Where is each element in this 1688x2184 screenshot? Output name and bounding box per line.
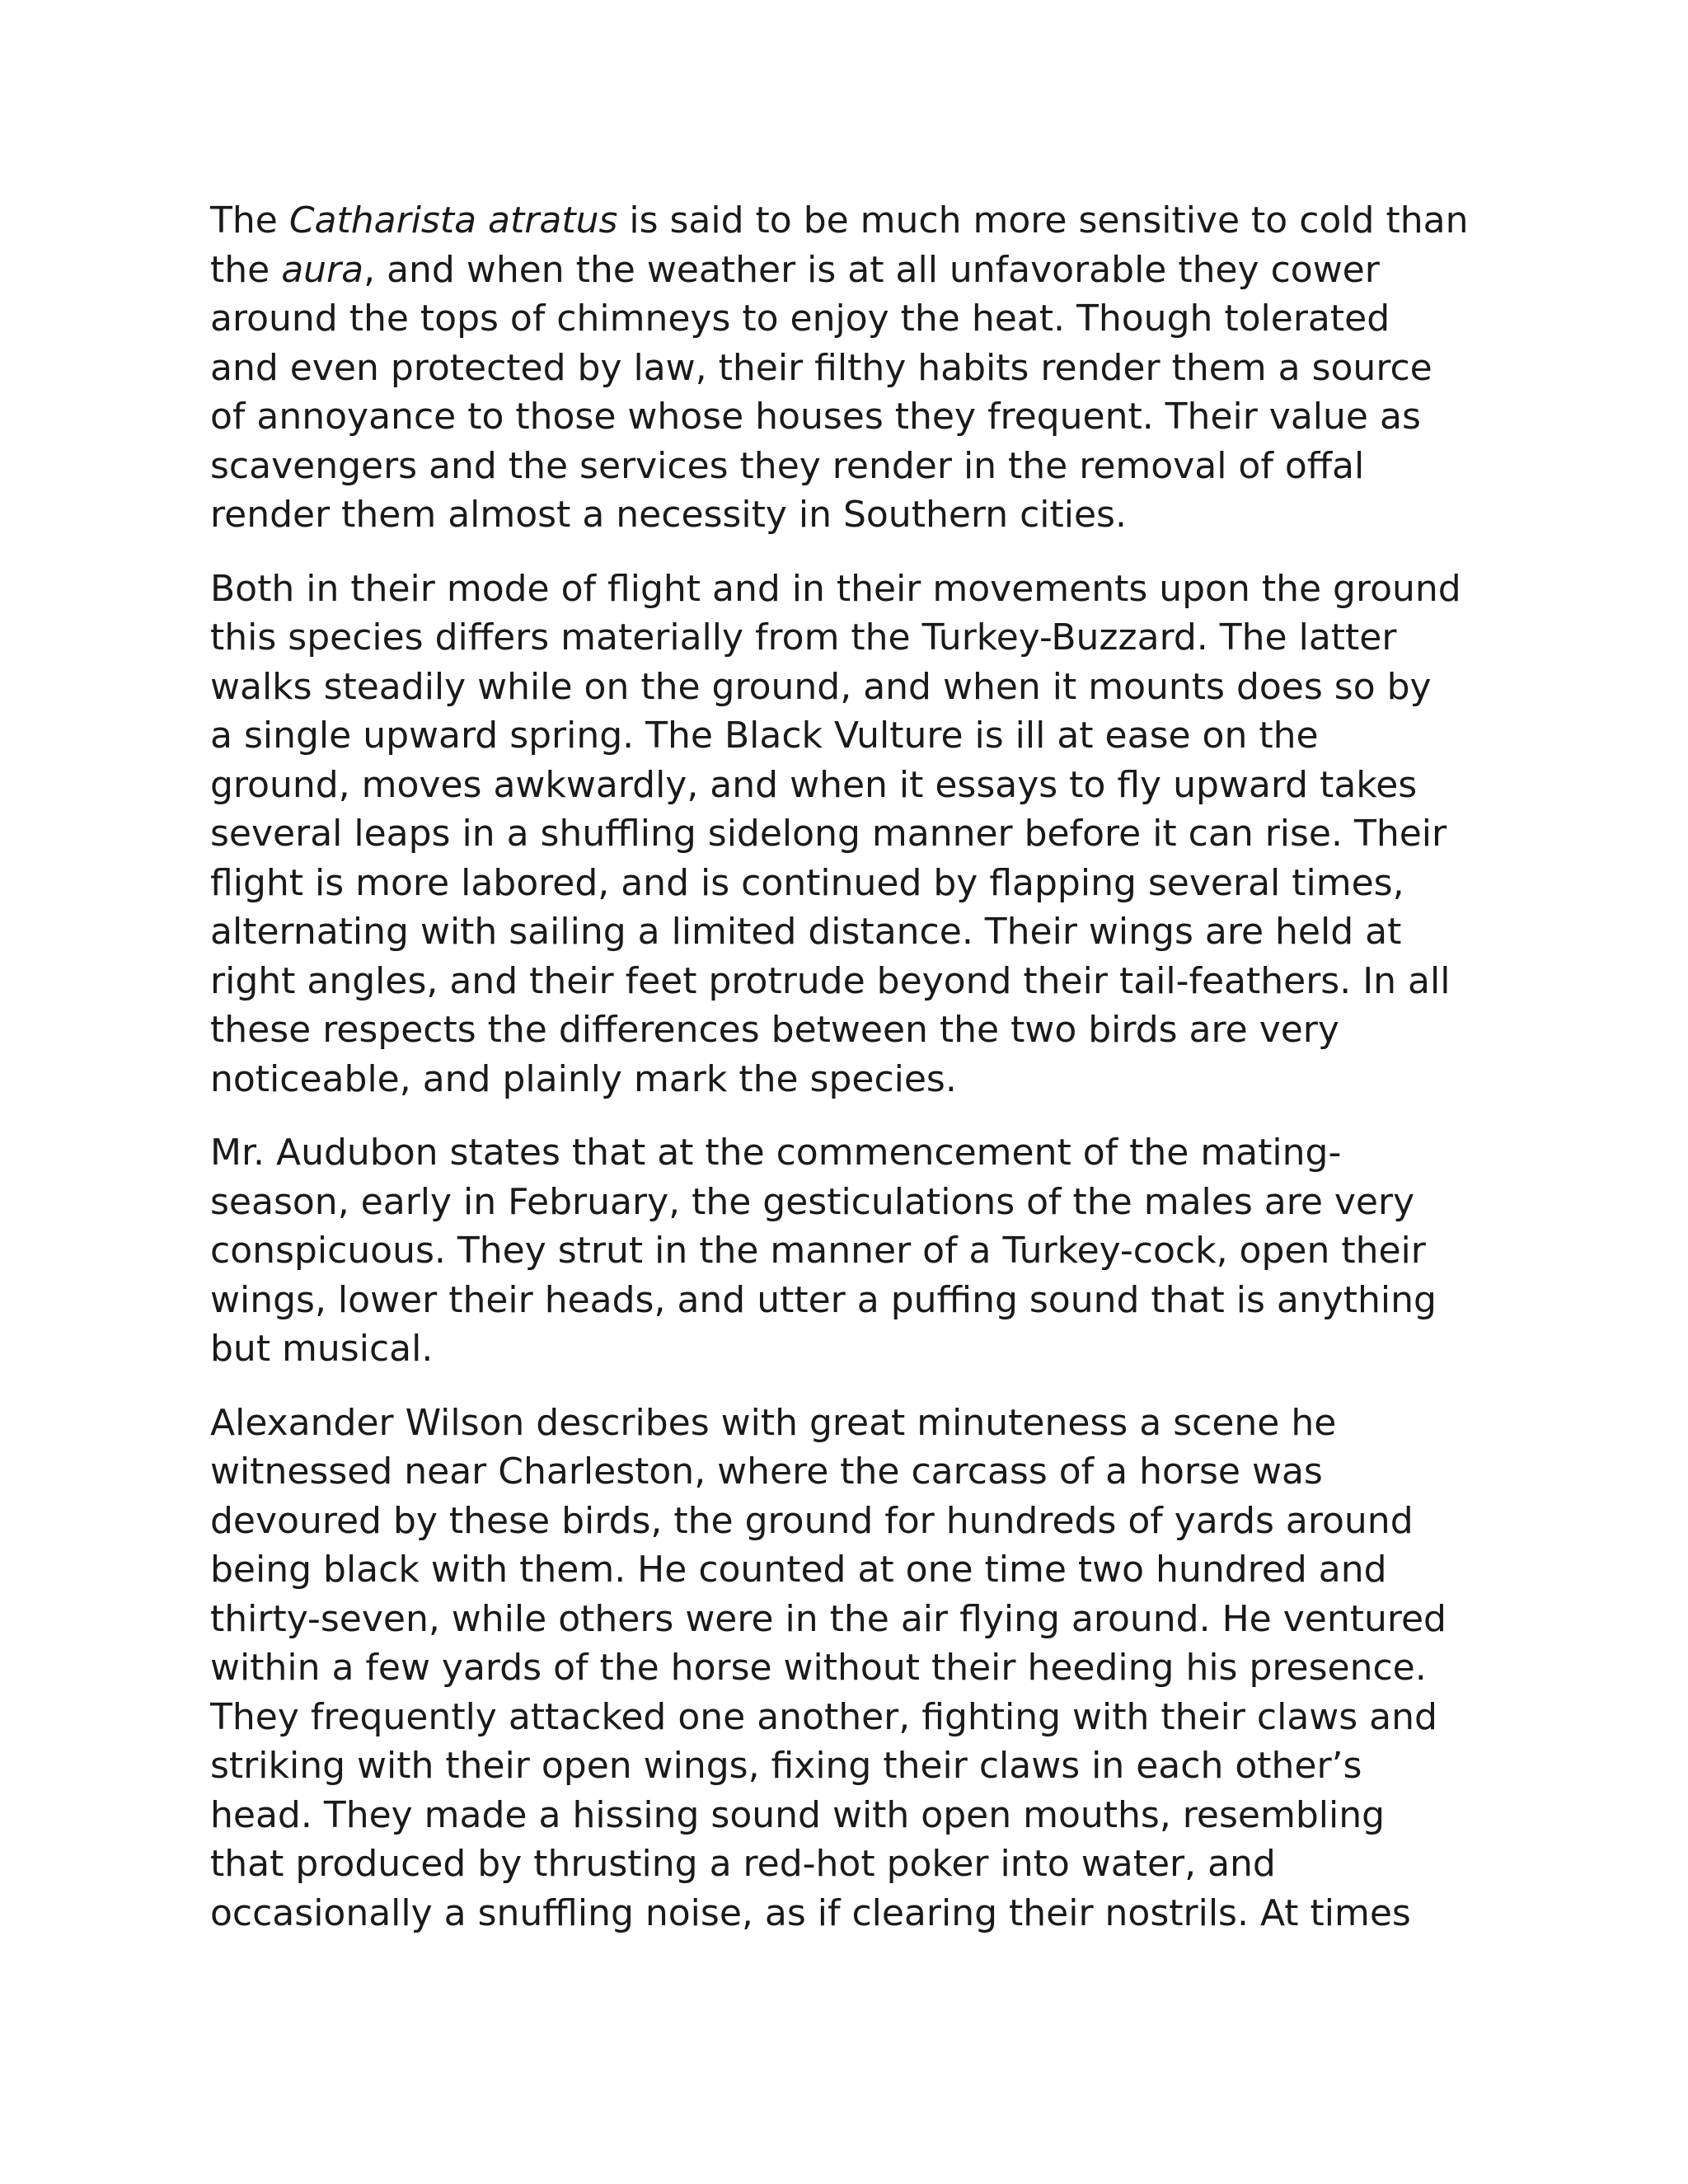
text-run: witnessed near Charleston, where the carcass of a horse was	[210, 1451, 1323, 1493]
text-run: walks steadily while on the ground, and when it mounts does so by	[210, 665, 1432, 708]
text-line	[210, 565, 1471, 614]
italic-term: aura	[281, 248, 364, 291]
paragraph-4	[210, 1399, 1471, 1938]
text-line	[210, 1055, 1471, 1104]
text-run: several leaps in a shuffling sidelong manner before it can rise. Their	[210, 813, 1447, 855]
text-run: is said to be much more sensitive to cold than	[617, 199, 1469, 241]
text-run: thirty-seven, while others were in the air flying around. He ventured	[210, 1597, 1447, 1640]
text-line	[210, 1791, 1471, 1840]
text-run: ground, moves awkwardly, and when it essays to fly upward takes	[210, 763, 1418, 806]
text-run: but musical.	[210, 1328, 434, 1370]
text-line	[210, 1324, 1471, 1374]
text-run: within a few yards of the horse without their heeding his presence.	[210, 1647, 1427, 1689]
text-run: right angles, and their feet protrude beyond their tail-feathers. In all	[210, 959, 1451, 1002]
text-line	[210, 907, 1471, 957]
text-run: the	[210, 248, 282, 291]
text-run: alternating with sailing a limited distance. Their wings are held at	[210, 911, 1402, 953]
text-run: , and when the weather is at all unfavorable they cower	[363, 248, 1380, 291]
text-run: that produced by thrusting a red-hot poker into water, and	[210, 1843, 1276, 1885]
text-line	[210, 196, 1471, 246]
text-line	[210, 294, 1471, 344]
text-line	[210, 1693, 1471, 1742]
text-run: head. They made a hissing sound with open mouths, resembling	[210, 1793, 1386, 1836]
text-run: of annoyance to those whose houses they frequent. Their value as	[210, 396, 1421, 438]
text-line	[210, 663, 1471, 712]
body-text	[210, 196, 1471, 1938]
text-line	[210, 442, 1471, 491]
text-line	[210, 1595, 1471, 1644]
text-line	[210, 1178, 1471, 1227]
text-line	[210, 1741, 1471, 1791]
text-line	[210, 1226, 1471, 1276]
text-run: striking with their open wings, fixing their claws in each other’s	[210, 1745, 1362, 1787]
text-line	[210, 1005, 1471, 1055]
text-line	[210, 1889, 1471, 1938]
paragraph-2	[210, 565, 1471, 1104]
text-line	[210, 1447, 1471, 1497]
text-run: Alexander Wilson describes with great minuteness a scene he	[210, 1401, 1337, 1444]
text-run: The	[210, 199, 289, 241]
text-run: being black with them. He counted at one time two hundred and	[210, 1549, 1387, 1591]
text-line	[210, 1643, 1471, 1693]
text-run: render them almost a necessity in Southern cities.	[210, 494, 1127, 536]
paragraph-1	[210, 196, 1471, 540]
text-line	[210, 711, 1471, 761]
text-line	[210, 859, 1471, 908]
text-run: around the tops of chimneys to enjoy the heat. Though tolerated	[210, 298, 1390, 340]
paragraph-3	[210, 1128, 1471, 1374]
text-run: these respects the differences between the two birds are very	[210, 1009, 1339, 1051]
text-run: conspicuous. They strut in the manner of a Turkey-cock, open their	[210, 1230, 1426, 1272]
text-run: and even protected by law, their filthy habits render them a source	[210, 346, 1432, 389]
text-run: occasionally a snuffling noise, as if clearing their nostrils. At times	[210, 1891, 1411, 1934]
text-line	[210, 613, 1471, 663]
text-run: season, early in February, the gesticulations of the males are very	[210, 1180, 1415, 1223]
text-line	[210, 392, 1471, 442]
text-line	[210, 1545, 1471, 1595]
text-line	[210, 761, 1471, 810]
text-line	[210, 246, 1471, 295]
text-run: this species differs materially from the Turkey-Buzzard. The latter	[210, 616, 1397, 658]
text-line	[210, 1399, 1471, 1448]
text-line	[210, 1276, 1471, 1325]
text-line	[210, 809, 1471, 859]
text-run: a single upward spring. The Black Vulture is ill at ease on the	[210, 715, 1319, 757]
text-line	[210, 1497, 1471, 1546]
text-line	[210, 1840, 1471, 1889]
text-line	[210, 1128, 1471, 1178]
text-line	[210, 490, 1471, 540]
text-line	[210, 957, 1471, 1006]
text-run: wings, lower their heads, and utter a puffing sound that is anything	[210, 1278, 1437, 1321]
text-run: Both in their mode of flight and in their movements upon the ground	[210, 567, 1461, 610]
text-run: They frequently attacked one another, fighting with their claws and	[210, 1695, 1437, 1738]
text-run: flight is more labored, and is continued by flapping several times,	[210, 861, 1404, 904]
text-run: noticeable, and plainly mark the species.	[210, 1057, 957, 1100]
text-run: devoured by these birds, the ground for hundreds of yards around	[210, 1499, 1414, 1542]
italic-term: Catharista atratus	[288, 199, 618, 241]
text-run: scavengers and the services they render in the removal of offal	[210, 444, 1365, 487]
text-line	[210, 344, 1471, 393]
text-run: Mr. Audubon states that at the commencement of the mating-	[210, 1132, 1342, 1174]
